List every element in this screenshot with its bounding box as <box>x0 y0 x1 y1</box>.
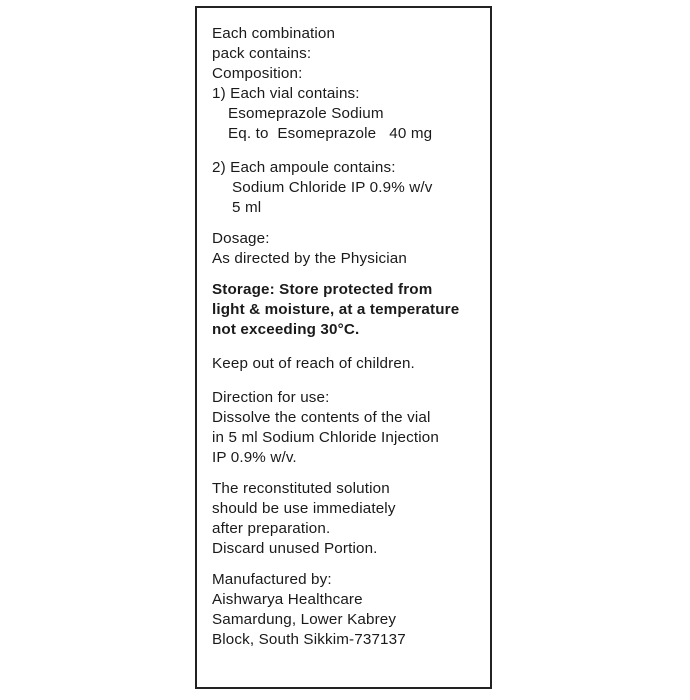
spacer <box>212 269 480 280</box>
spacer <box>212 559 480 570</box>
ampoule-heading: 2) Each ampoule contains: <box>212 159 396 176</box>
directions-heading: Direction for use: <box>212 389 330 406</box>
spacer <box>212 374 480 388</box>
vial-heading: 1) Each vial contains: <box>212 85 360 102</box>
ampoule-ingredient: Sodium Chloride IP 0.9% w/v <box>232 179 433 196</box>
reconstitution-line-2: should be use immediately <box>212 500 396 517</box>
directions-line-2: in 5 ml Sodium Chloride Injection <box>212 429 439 446</box>
directions-line-1: Dissolve the contents of the vial <box>212 409 431 426</box>
storage-line-3: not exceeding 30°C. <box>212 321 360 338</box>
children-warning: Keep out of reach of children. <box>212 355 415 372</box>
storage-line-1: Storage: Store protected from <box>212 281 433 298</box>
manufacturer-address-1: Samardung, Lower Kabrey <box>212 611 397 628</box>
pack-intro-line-1: Each combination <box>212 25 336 42</box>
composition-section <box>212 24 480 218</box>
dosage-section <box>212 229 480 269</box>
product-label-panel <box>195 6 492 689</box>
spacer <box>212 468 480 479</box>
vial-equivalent: Eq. to Esomeprazole 40 mg <box>228 125 433 142</box>
storage-section <box>212 280 480 340</box>
manufacturer-heading: Manufactured by: <box>212 571 332 588</box>
storage-line-2: light & moisture, at a temperature <box>212 301 460 318</box>
manufacturer-section <box>212 570 480 650</box>
directions-section <box>212 388 480 468</box>
vial-ingredient: Esomeprazole Sodium <box>228 105 384 122</box>
pack-intro-line-2: pack contains: <box>212 45 312 62</box>
reconstitution-section <box>212 479 480 559</box>
reconstitution-line-1: The reconstituted solution <box>212 480 390 497</box>
directions-line-3: IP 0.9% w/v. <box>212 449 297 466</box>
reconstitution-line-3: after preparation. <box>212 520 331 537</box>
manufacturer-name: Aishwarya Healthcare <box>212 591 363 608</box>
ampoule-volume: 5 ml <box>232 199 262 216</box>
spacer <box>212 144 480 158</box>
manufacturer-address-2: Block, South Sikkim-737137 <box>212 631 406 648</box>
spacer <box>212 218 480 229</box>
reconstitution-line-4: Discard unused Portion. <box>212 540 378 557</box>
spacer <box>212 340 480 354</box>
dosage-text: As directed by the Physician <box>212 250 407 267</box>
label-content <box>212 24 480 650</box>
dosage-heading: Dosage: <box>212 230 270 247</box>
composition-heading: Composition: <box>212 65 303 82</box>
warning-section <box>212 354 480 374</box>
